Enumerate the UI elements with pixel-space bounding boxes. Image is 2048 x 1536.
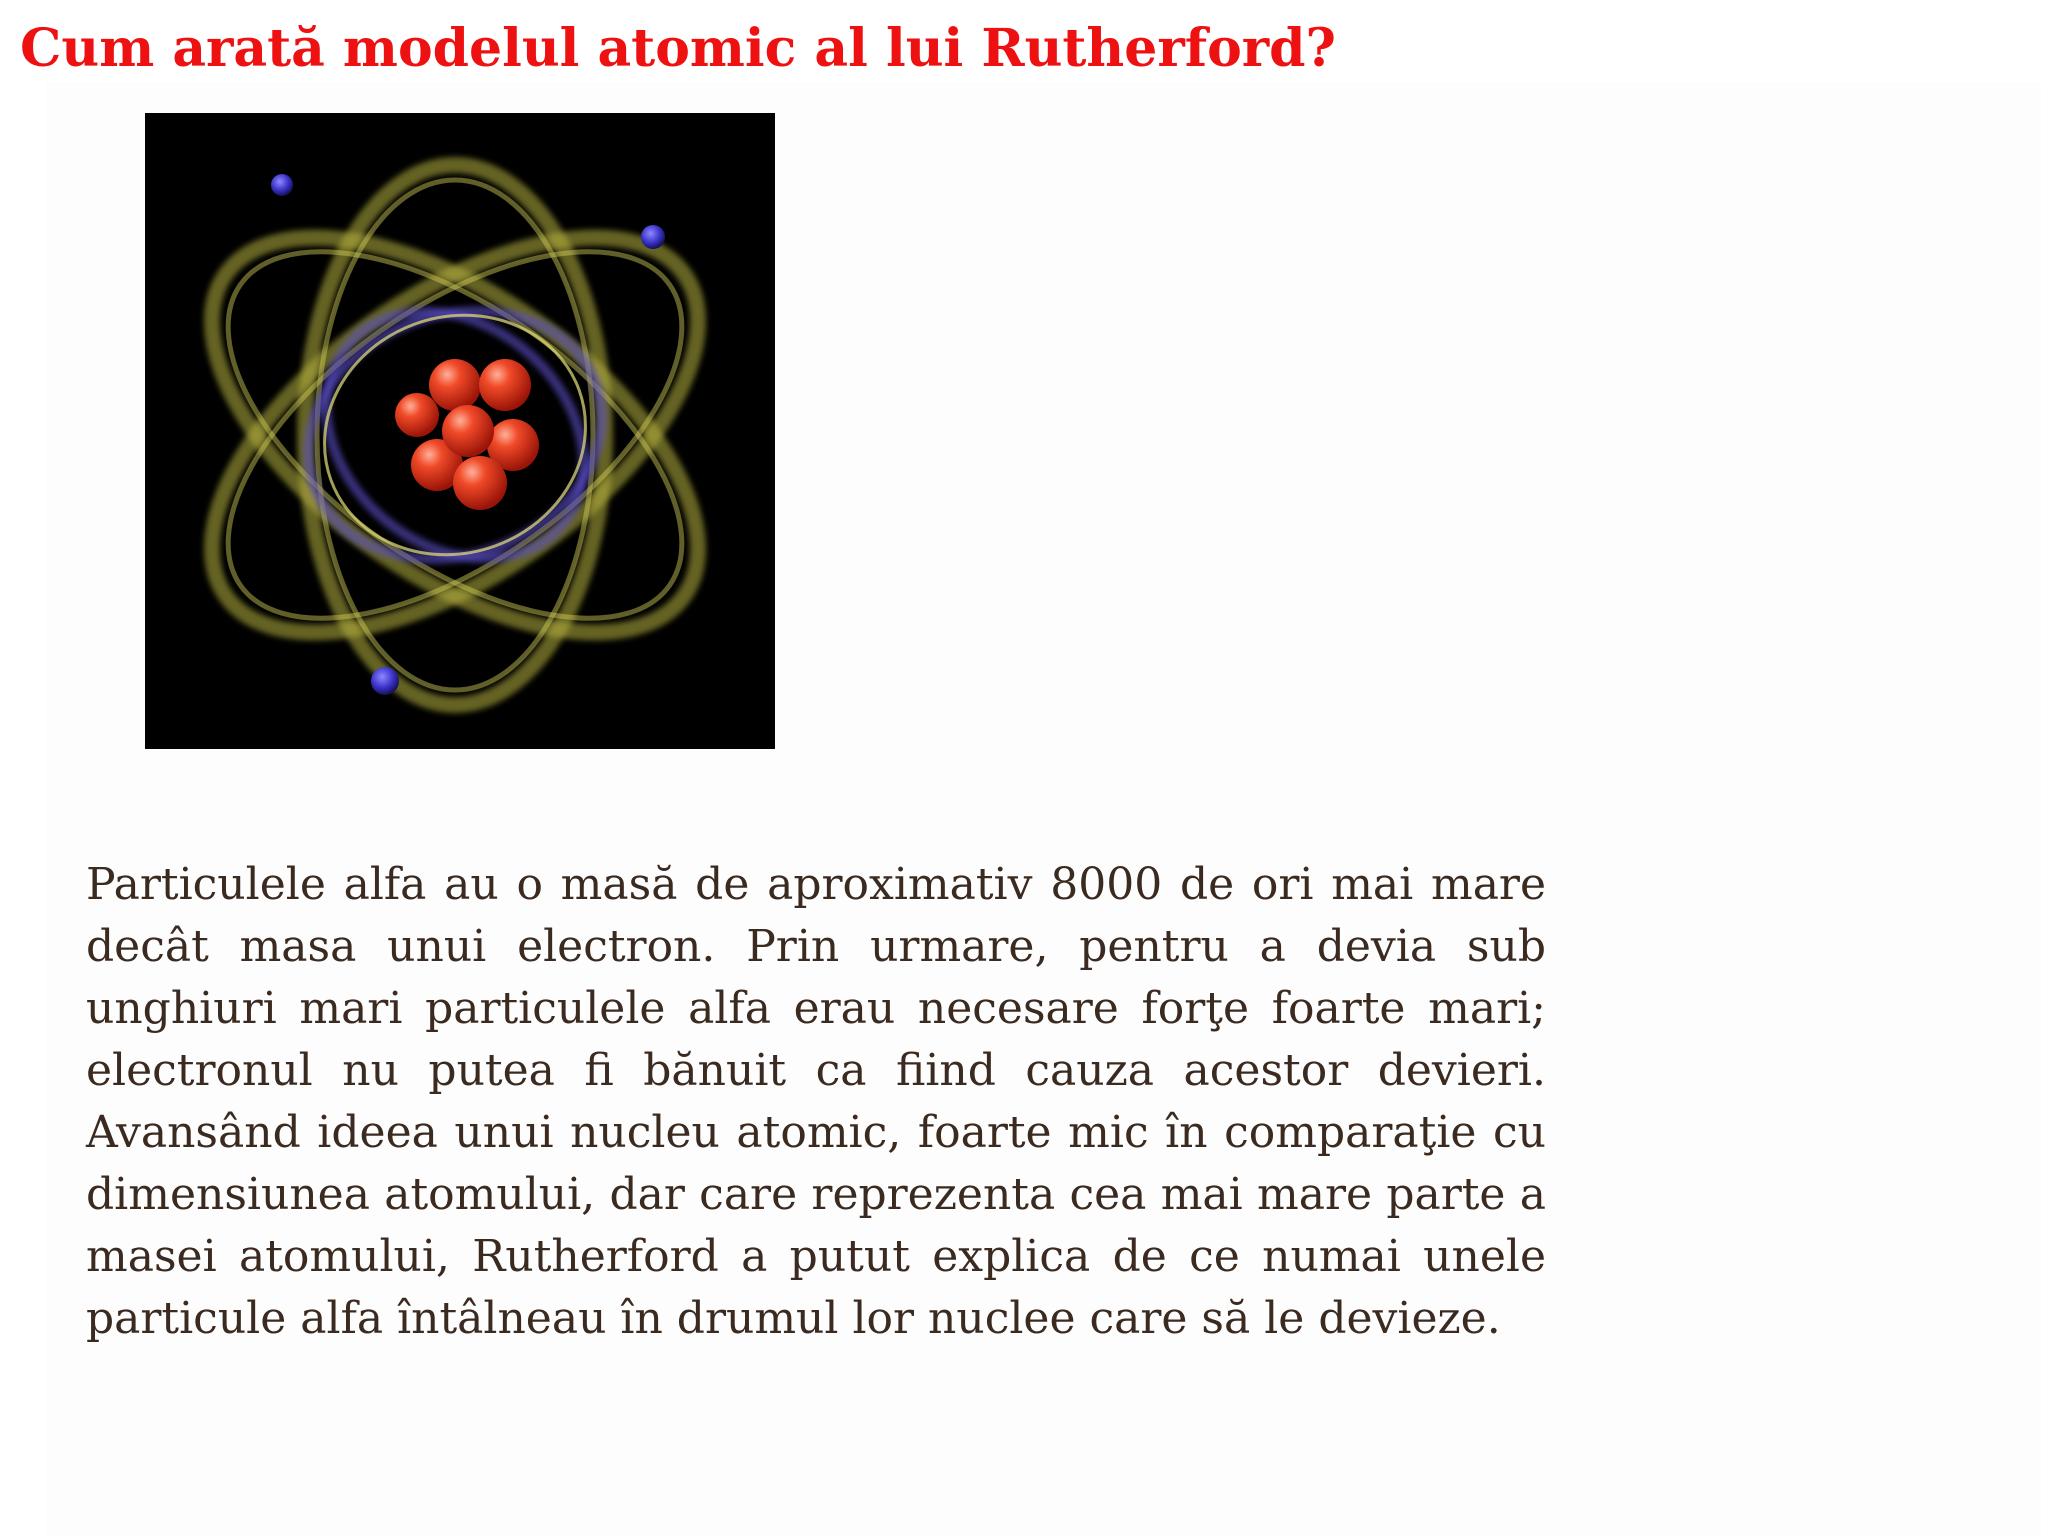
atom-model-image <box>145 113 775 749</box>
nucleus <box>395 359 539 510</box>
slide-title: Cum arată modelul atomic al lui Rutherford? <box>20 18 1336 79</box>
body-paragraph: Particulele alfa au o masă de aproximativ 8000 de ori mai mare decât masa unui electron. Prin urmare, pentru a devia sub unghiuri mari particulele alfa erau necesare forţe foarte mari; electronul nu putea fi bănuit ca fiind cauza acestor devieri. Avansând ideea unui nucleu atomic, foarte mic în comparaţie cu dimensiunea atomului, dar care reprezenta cea mai mare parte a masei atomului, Rutherford a putut explica de ce numai unele particule alfa întâlneau în drumul lor nuclee care să le devieze. <box>86 859 1546 1344</box>
atom-model-icon <box>145 113 775 749</box>
